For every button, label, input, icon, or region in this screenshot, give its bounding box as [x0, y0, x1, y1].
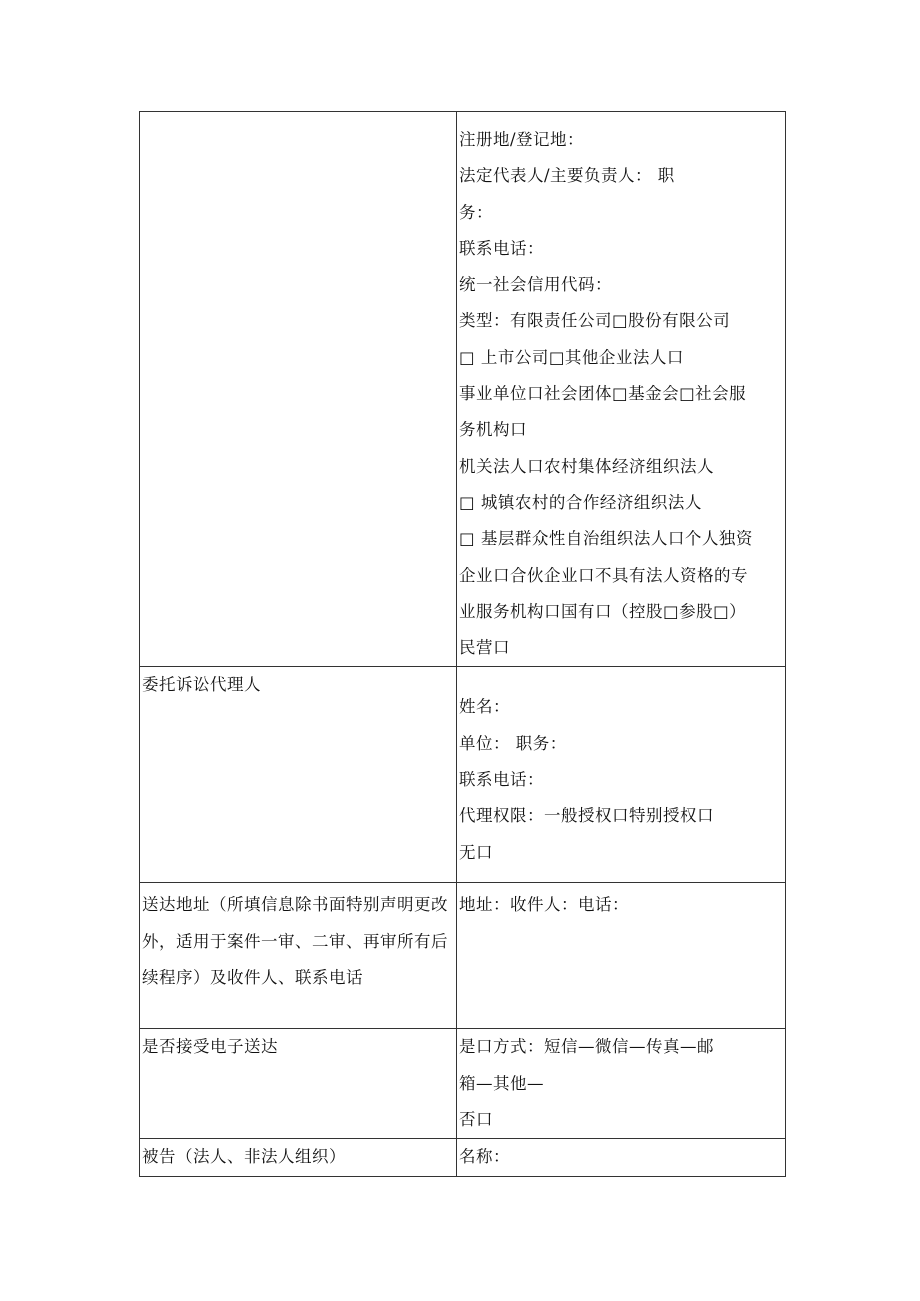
registered-address-field: 注册地/登记地：	[459, 130, 585, 149]
org-info-value	[457, 112, 786, 667]
e-service-value	[457, 1029, 786, 1139]
org-type-line-2: □ 上市公司□其他企业法人口	[459, 347, 684, 367]
org-type-line-1: 类型：有限责任公司□股份有限公司	[459, 311, 731, 331]
defendant-label: 被告（法人、非法人组织）	[140, 1139, 457, 1177]
position-field: 务：	[459, 202, 493, 222]
e-service-label: 是否接受电子送达	[140, 1029, 457, 1139]
agent-unit-field: 单位： 职务：	[459, 733, 567, 753]
agent-phone-field: 联系电话：	[459, 770, 544, 790]
org-type-line-7: □ 基层群众性自治组织法人口个人独资	[459, 529, 753, 549]
agent-value	[457, 667, 786, 883]
agent-label: 委托诉讼代理人	[140, 667, 457, 883]
complaint-form-table	[139, 111, 786, 1177]
defendant-value	[457, 1139, 786, 1177]
service-address-label-text: 送达地址（所填信息除书面特别声明更改外，适用于案件一审、二审、再审所有后续程序）及收件人、联系电话	[142, 895, 448, 988]
e-service-yes: 是口方式：短信—微信—传真—邮	[459, 1037, 714, 1057]
phone-field: 联系电话：	[459, 238, 544, 258]
legal-rep-field: 法定代表人/主要负责人： 职	[459, 166, 675, 186]
credit-code-field: 统一社会信用代码：	[459, 275, 612, 295]
service-address-row	[140, 883, 786, 1029]
org-info-label	[140, 112, 457, 667]
org-type-line-4: 务机构口	[459, 420, 527, 440]
e-service-no: 否口	[459, 1110, 493, 1130]
org-type-line-10: 民营口	[459, 638, 510, 658]
service-address-label	[140, 883, 457, 1029]
service-address-field: 地址：收件人：电话：	[459, 895, 629, 915]
agent-row	[140, 667, 786, 883]
org-type-line-8: 企业口合伙企业口不具有法人资格的专	[459, 565, 748, 585]
org-type-line-5: 机关法人口农村集体经济组织法人	[459, 456, 714, 476]
agent-authority-field: 代理权限：一般授权口特别授权口	[459, 806, 714, 826]
agent-name-field: 姓名：	[459, 697, 510, 717]
org-type-line-3: 事业单位口社会团体□基金会□社会服	[459, 384, 747, 404]
defendant-row	[140, 1139, 786, 1177]
defendant-name-field: 名称：	[459, 1147, 510, 1167]
org-info-row	[140, 112, 786, 667]
agent-authority-none: 无口	[459, 842, 493, 862]
org-type-line-9: 业服务机构口国有口（控股□参股□）	[459, 601, 747, 621]
e-service-row	[140, 1029, 786, 1139]
service-address-value	[457, 883, 786, 1029]
e-service-methods: 箱—其他—	[459, 1073, 544, 1093]
org-type-line-6: □ 城镇农村的合作经济组织法人	[459, 492, 702, 512]
